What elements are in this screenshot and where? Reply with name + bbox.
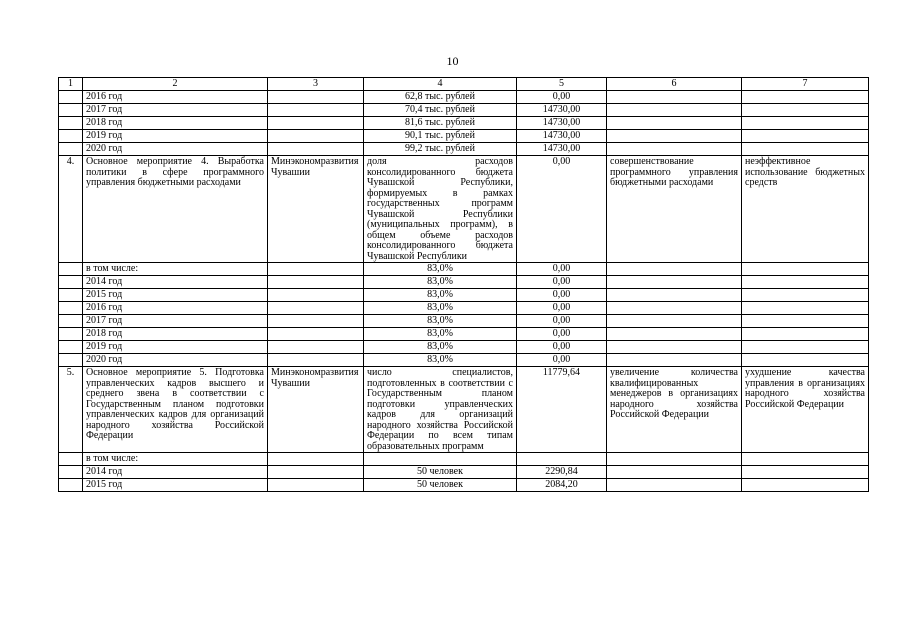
table-row [59,263,869,276]
result-cell [607,130,742,143]
table-row [59,156,869,263]
activity-cell: в том числе: [83,453,268,466]
activity-cell: 2017 год [83,315,268,328]
executor-cell [268,341,364,354]
risk-cell [742,453,869,466]
indicator-cell: 81,6 тыс. рублей [364,117,517,130]
column-header: 4 [364,78,517,91]
result-cell [607,91,742,104]
value-cell: 0,00 [517,263,607,276]
result-cell [607,302,742,315]
value-cell: 0,00 [517,91,607,104]
value-cell: 14730,00 [517,143,607,156]
risk-cell [742,143,869,156]
result-cell [607,117,742,130]
executor-cell [268,91,364,104]
table-row [59,289,869,302]
activity-cell: 2018 год [83,117,268,130]
executor-cell: Минэкономразвития Чувашии [268,367,364,453]
table-row [59,130,869,143]
result-cell [607,276,742,289]
table-row [59,117,869,130]
risk-cell [742,289,869,302]
row-number-cell [59,341,83,354]
table-row [59,104,869,117]
table-row [59,276,869,289]
risk-cell [742,276,869,289]
column-header: 1 [59,78,83,91]
indicator-cell: 83,0% [364,302,517,315]
activity-cell: 2015 год [83,479,268,492]
executor-cell [268,328,364,341]
executor-cell [268,302,364,315]
column-header: 6 [607,78,742,91]
result-cell [607,354,742,367]
activity-cell: 2014 год [83,276,268,289]
activity-cell: 2016 год [83,302,268,315]
executor-cell [268,354,364,367]
executor-cell [268,315,364,328]
executor-cell [268,263,364,276]
column-header: 3 [268,78,364,91]
column-header: 5 [517,78,607,91]
row-number-cell: 4. [59,156,83,263]
activity-cell: 2015 год [83,289,268,302]
activity-cell: 2020 год [83,354,268,367]
result-cell: увеличение количества квалифицированных менеджеров в организациях народного хозяйства Российской Федерации [607,367,742,453]
indicator-cell: 90,1 тыс. рублей [364,130,517,143]
row-number-cell [59,453,83,466]
row-number-cell [59,104,83,117]
risk-cell: неэффективное использование бюджетных средств [742,156,869,263]
value-cell [517,453,607,466]
value-cell: 0,00 [517,289,607,302]
result-cell [607,315,742,328]
risk-cell [742,130,869,143]
value-cell: 0,00 [517,156,607,263]
activity-cell: Основное мероприятие 5. Подготовка управленческих кадров высшего и среднего звена в соответствии с Государственным планом подготовки управленческих кадров для организаций народного хозяйства Российской Федерации [83,367,268,453]
row-number-cell [59,315,83,328]
result-cell [607,263,742,276]
table-row [59,91,869,104]
activity-cell: в том числе: [83,263,268,276]
indicator-cell: 83,0% [364,341,517,354]
activity-cell: 2014 год [83,466,268,479]
executor-cell [268,117,364,130]
column-number-row [59,78,869,91]
activity-cell: 2016 год [83,91,268,104]
indicator-cell: 83,0% [364,289,517,302]
risk-cell [742,328,869,341]
value-cell: 14730,00 [517,130,607,143]
value-cell: 0,00 [517,354,607,367]
result-cell: совершенствование программного управления бюджетными расходами [607,156,742,263]
risk-cell: ухудшение качества управления в организациях народного хозяйства Российской Федерации [742,367,869,453]
value-cell: 14730,00 [517,117,607,130]
row-number-cell [59,263,83,276]
value-cell: 0,00 [517,302,607,315]
executor-cell [268,453,364,466]
value-cell: 0,00 [517,341,607,354]
program-table [58,77,869,492]
result-cell [607,479,742,492]
row-number-cell [59,466,83,479]
activity-cell: 2019 год [83,130,268,143]
row-number-cell [59,328,83,341]
risk-cell [742,354,869,367]
value-cell: 14730,00 [517,104,607,117]
table-row [59,341,869,354]
indicator-cell: 83,0% [364,263,517,276]
indicator-cell: 50 человек [364,466,517,479]
indicator-cell: доля расходов консолидированного бюджета Чувашской Республики, формируемых в рамках государственных программ Чувашской Республики (муниципальных программ), в общем объеме расходов консолидированного бюджета Чувашской Республики [364,156,517,263]
executor-cell [268,104,364,117]
indicator-cell [364,453,517,466]
indicator-cell: число специалистов, подготовленных в соответствии с Государственным планом подготовки управленческих кадров для организаций народного хозяйства Российской Федерации по всем типам образовательных программ [364,367,517,453]
row-number-cell [59,479,83,492]
risk-cell [742,117,869,130]
risk-cell [742,91,869,104]
row-number-cell [59,91,83,104]
row-number-cell [59,302,83,315]
value-cell: 0,00 [517,276,607,289]
row-number-cell [59,354,83,367]
table-row [59,143,869,156]
executor-cell [268,466,364,479]
value-cell: 2084,20 [517,479,607,492]
table-row [59,328,869,341]
activity-cell: 2017 год [83,104,268,117]
result-cell [607,328,742,341]
indicator-cell: 99,2 тыс. рублей [364,143,517,156]
row-number-cell: 5. [59,367,83,453]
indicator-cell: 50 человек [364,479,517,492]
executor-cell [268,479,364,492]
indicator-cell: 70,4 тыс. рублей [364,104,517,117]
value-cell: 2290,84 [517,466,607,479]
table-row [59,367,869,453]
executor-cell: Минэкономразвития Чувашии [268,156,364,263]
column-header: 2 [83,78,268,91]
activity-cell: 2020 год [83,143,268,156]
executor-cell [268,130,364,143]
result-cell [607,104,742,117]
risk-cell [742,341,869,354]
risk-cell [742,302,869,315]
executor-cell [268,276,364,289]
value-cell: 0,00 [517,315,607,328]
row-number-cell [59,289,83,302]
row-number-cell [59,276,83,289]
result-cell [607,341,742,354]
risk-cell [742,315,869,328]
row-number-cell [59,143,83,156]
indicator-cell: 83,0% [364,276,517,289]
executor-cell [268,289,364,302]
risk-cell [742,263,869,276]
table-row [59,479,869,492]
table-row [59,354,869,367]
result-cell [607,466,742,479]
risk-cell [742,104,869,117]
table-row [59,453,869,466]
indicator-cell: 83,0% [364,328,517,341]
table-row [59,466,869,479]
page-number: 10 [446,54,459,68]
table-row [59,302,869,315]
activity-cell: 2018 год [83,328,268,341]
result-cell [607,143,742,156]
activity-cell: 2019 год [83,341,268,354]
indicator-cell: 83,0% [364,354,517,367]
row-number-cell [59,130,83,143]
column-header: 7 [742,78,869,91]
activity-cell: Основное мероприятие 4. Выработка политики в сфере программного управления бюджетными расходами [83,156,268,263]
risk-cell [742,479,869,492]
table-row [59,315,869,328]
risk-cell [742,466,869,479]
value-cell: 11779,64 [517,367,607,453]
result-cell [607,453,742,466]
row-number-cell [59,117,83,130]
result-cell [607,289,742,302]
value-cell: 0,00 [517,328,607,341]
indicator-cell: 83,0% [364,315,517,328]
executor-cell [268,143,364,156]
indicator-cell: 62,8 тыс. рублей [364,91,517,104]
